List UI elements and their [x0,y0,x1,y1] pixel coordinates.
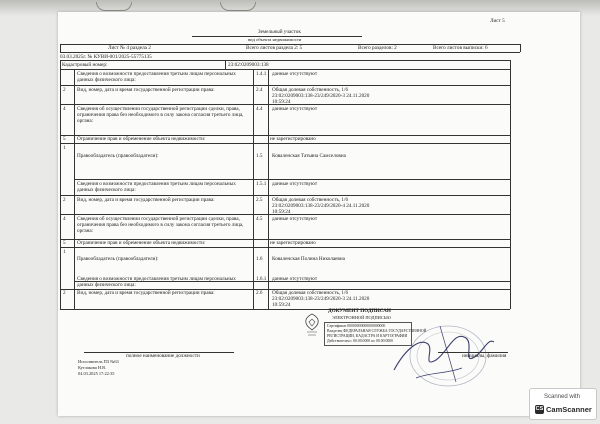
row-num: 2 [63,197,66,203]
row-code: 4.4 [256,106,263,112]
row-num: 5 [63,136,66,142]
object-type-caption: вид объекта недвижимости [248,37,302,42]
stamp-title: ДОКУМЕНТ ПОДПИСАН [328,308,391,314]
col-sep-code [268,69,269,309]
row-num: 1 [63,249,66,255]
meta-total-section-sheets: Всего листов раздела 2: 5 [246,45,303,51]
row-value: не зарегистрировано [270,240,316,246]
executor-line-1: Исполнитель ПЗ №63 [78,359,119,364]
executor-line-3: 04.03.2025 17:22:35 [78,371,115,376]
row-label: Сведения о возможности предоставления третьим лицам персональных данных физического лица: [77,276,236,288]
row-label: Сведения об осуществлении государственной регистрации сделки, права, ограничения права без необходимого в силу закона согласия третьего лица, органа: [77,216,244,234]
table-right-edge [510,60,511,309]
meta-total-sections: Всего разделов: 2 [358,45,397,51]
row-label: Правообладатель (правообладатели): [77,256,159,262]
camscanner-watermark [529,388,597,420]
row-label: Ограничение прав и обременение объекта недвижимости: [77,136,206,142]
row-label: Вид, номер, дата и время государственной регистрации права: [77,290,215,296]
col-sep-text [253,69,254,309]
executor-line-2: Кутлакова Н.В. [78,365,107,370]
binder-ring-left [96,2,132,11]
meta-row-bottom [60,52,520,53]
row-label: Сведения о возможности предоставления третьим лицам персональных данных физического лица: [77,181,236,193]
row-label: Вид, номер, дата и время государственной регистрации права: [77,87,215,93]
row-label: Ограничение прав и обременение объекта недвижимости: [77,240,206,246]
row-num: 2 [63,290,66,296]
row-code: 1.4.1 [256,71,267,77]
row-num: 2 [63,87,66,93]
extract-number: 03.03.2025г. № КУВИ-001/2025-55775135 [60,54,152,60]
camscanner-icon: CS [535,406,544,412]
row-code: 2.5 [256,197,263,203]
row-value: не зарегистрировано [270,136,316,142]
row-code: 4.5 [256,216,263,222]
document-sheet [58,12,580,416]
row-code: 2.4 [256,87,263,93]
row-value: данные отсутствуют [272,106,318,112]
meta-sheet-label: Лист № 4 раздела 2 [108,45,151,51]
row-code: 1.5 [256,153,263,159]
row-num: 1 [63,145,66,151]
row-value: данные отсутствуют [272,71,318,77]
stamp-owner: Владелец ФЕДЕРАЛЬНАЯ СЛУЖБА ГОСУДАРСТВЕННОЙ [327,329,427,333]
camscanner-brand: CamScanner [546,405,592,414]
stamp-owner-cont: РЕГИСТРАЦИИ, КАДАСТРА И КАРТОГРАФИИ [327,334,408,338]
official-seal-signature [376,308,506,392]
binder-ring-right [220,2,256,11]
stamp-validity: Действителен с 00.00.0000 по 00.00.0000 [327,339,394,343]
row-code: 2.6 [256,290,263,296]
row-value: данные отсутствуют [272,181,318,187]
row-value: данные отсутствуют [272,216,318,222]
name-caption: инициалы, фамилия [462,353,507,359]
scanned-with-text: Scanned with [544,394,581,400]
row-value: Коваленская Полина Николаевна [272,256,345,262]
stamp-certificate: Сертификат 00000000000000000000 [327,324,386,328]
row-label: Сведения об осуществлении государственной регистрации сделки, права, ограничения права без необходимого в силу закона согласия третьего лица, органа: [77,106,244,124]
cadastral-value: 23:02:0209003:138 [228,62,269,68]
row-label: Вид, номер, дата и время государственной регистрации права: [77,197,215,203]
row-value: Общая долевая собственность, 1/6 23:02:0209003:138-23/249/2020-3 24.11.2020 10:59:24 [272,87,370,105]
row-num: 4 [63,106,66,112]
row-value: данные отсутствуют [272,276,318,282]
row-code: 1.6.1 [256,276,267,282]
meta-total-extract-sheets: Всего листов выписки: 6 [433,45,488,51]
row-num: 5 [63,240,66,246]
row-code: 1.5.1 [256,181,267,187]
table-left-edge [60,60,61,309]
coat-of-arms-icon [302,312,322,338]
cadastral-label: Кадастровый номер: [62,62,108,68]
col-sep-num [74,69,75,309]
position-caption: полное наименование должности [126,353,200,359]
row-label: Правообладатель (правообладатели): [77,153,159,159]
row-label: Сведения о возможности предоставления третьим лицам персональных данных физического лица: [77,71,236,83]
row-value: Коваленская Татьяна Самселовна [272,153,346,159]
table-top [60,60,510,61]
row-value: Общая долевая собственность, 1/6 23:02:0209003:138-23/249/2020-4 24.11.2020 10:59:24 [272,197,370,215]
row-num: 4 [63,216,66,222]
row-code: 1.6 [256,256,263,262]
sheet-number: Лист 5 [490,18,505,24]
stamp-subtitle: ЭЛЕКТРОННОЙ ПОДПИСЬЮ [332,315,391,320]
section-title: Земельный участок [258,29,301,35]
row-value: Общая долевая собственность, 1/6 23:02:0209003:138-23/249/2020-3 24.11.2020 10:59:24 [272,290,370,308]
